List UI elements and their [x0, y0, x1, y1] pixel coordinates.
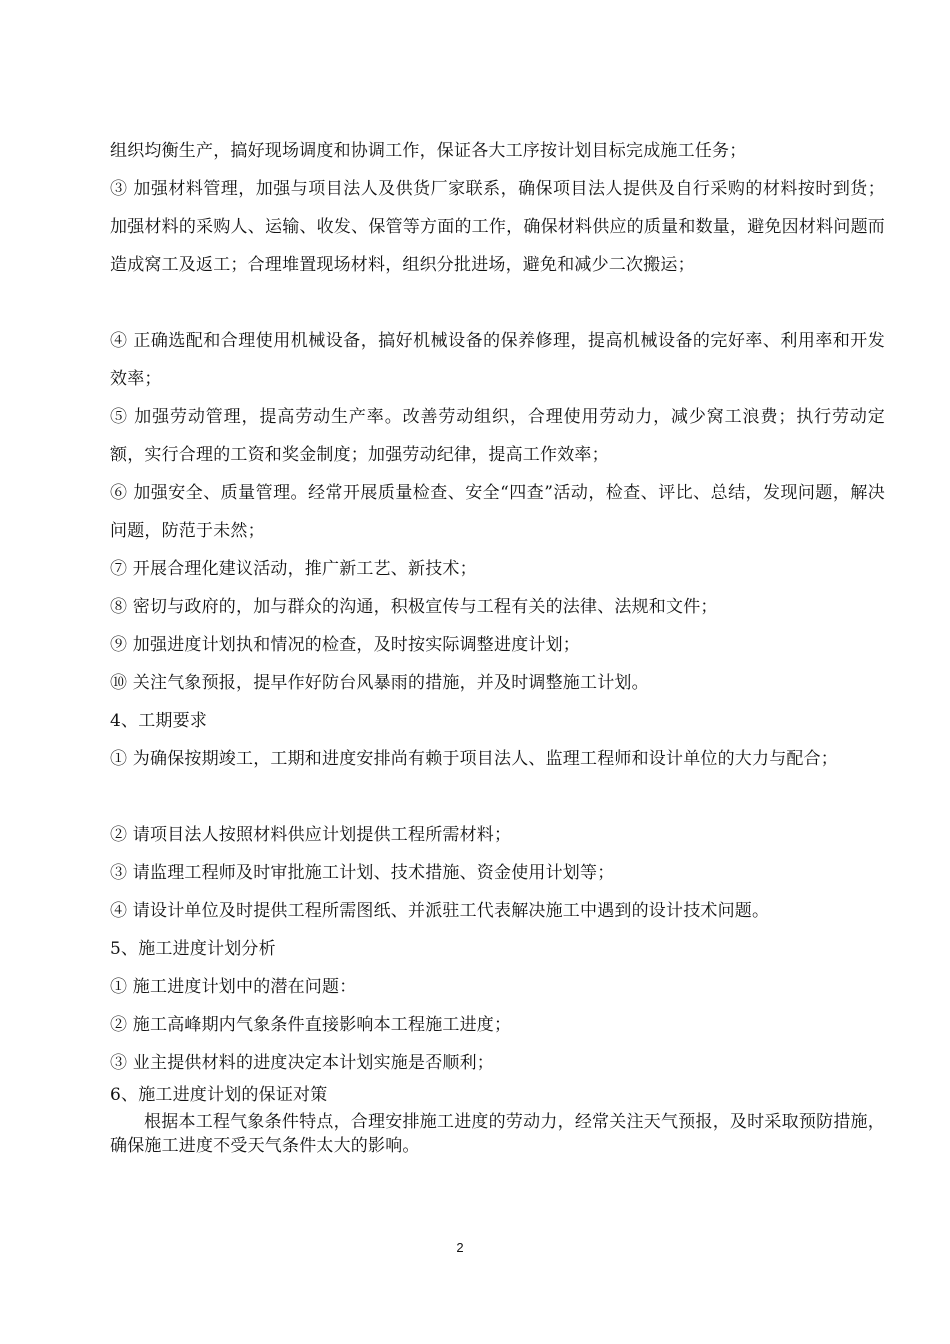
paragraph-item-7-suggestions: ⑦ 开展合理化建议活动，推广新工艺、新技术；	[110, 559, 477, 579]
paragraph-item-6-safety: ⑥ 加强安全、质量管理。经常开展质量检查、安全“四查”活动，检查、评比、总结，发现问题，解决问题，防范于未然；	[110, 483, 885, 541]
paragraph-analysis-1: ① 施工进度计划中的潜在问题：	[110, 977, 357, 997]
paragraph-requirement-4: ④ 请设计单位及时提供工程所需图纸、并派驻工代表解决施工中遇到的设计技术问题。	[110, 901, 770, 921]
section-heading-6: 6、施工进度计划的保证对策	[110, 1085, 328, 1105]
paragraph-requirement-3: ③ 请监理工程师及时审批施工计划、技术措施、资金使用计划等；	[110, 863, 615, 883]
paragraph-analysis-2: ② 施工高峰期内气象条件直接影响本工程施工进度；	[110, 1015, 512, 1035]
paragraph-countermeasures: 根据本工程气象条件特点，合理安排施工进度的劳动力，经常关注天气预报，及时采取预防措施，确保施工进度不受天气条件太大的影响。	[110, 1112, 885, 1156]
section-heading-5: 5、施工进度计划分析	[110, 939, 276, 959]
page-number: 2	[456, 1240, 464, 1255]
section-heading-4: 4、工期要求	[110, 711, 208, 731]
paragraph-item-5-labor: ⑤ 加强劳动管理，提高劳动生产率。改善劳动组织，合理使用劳动力，减少窝工浪费；执行劳动定额，实行合理的工资和奖金制度；加强劳动纪律，提高工作效率；	[110, 407, 885, 465]
paragraph-continuation: 组织均衡生产，搞好现场调度和协调工作，保证各大工序按计划目标完成施工任务；	[110, 141, 747, 161]
paragraph-item-3-materials: ③ 加强材料管理，加强与项目法人及供货厂家联系，确保项目法人提供及自行采购的材料按时到货；加强材料的采购人、运输、收发、保管等方面的工作，确保材料供应的质量和数量，避免因材料问题而造成窝工及返工；合理堆置现场材料，组织分批进场，避免和减少二次搬运；	[110, 179, 885, 275]
paragraph-requirement-2: ② 请项目法人按照材料供应计划提供工程所需材料；	[110, 825, 512, 845]
paragraph-item-8-communication: ⑧ 密切与政府的，加与群众的沟通，积极宣传与工程有关的法律、法规和文件；	[110, 597, 718, 617]
paragraph-requirement-1: ① 为确保按期竣工，工期和进度安排尚有赖于项目法人、监理工程师和设计单位的大力与配合；	[110, 749, 839, 769]
paragraph-item-4-equipment: ④ 正确选配和合理使用机械设备，搞好机械设备的保养修理，提高机械设备的完好率、利用率和开发效率；	[110, 331, 885, 389]
paragraph-item-9-progress-check: ⑨ 加强进度计划执和情况的检查，及时按实际调整进度计划；	[110, 635, 581, 655]
paragraph-item-10-weather: ⑩ 关注气象预报，提早作好防台风暴雨的措施，并及时调整施工计划。	[110, 673, 649, 693]
paragraph-analysis-3: ③ 业主提供材料的进度决定本计划实施是否顺利；	[110, 1053, 495, 1073]
